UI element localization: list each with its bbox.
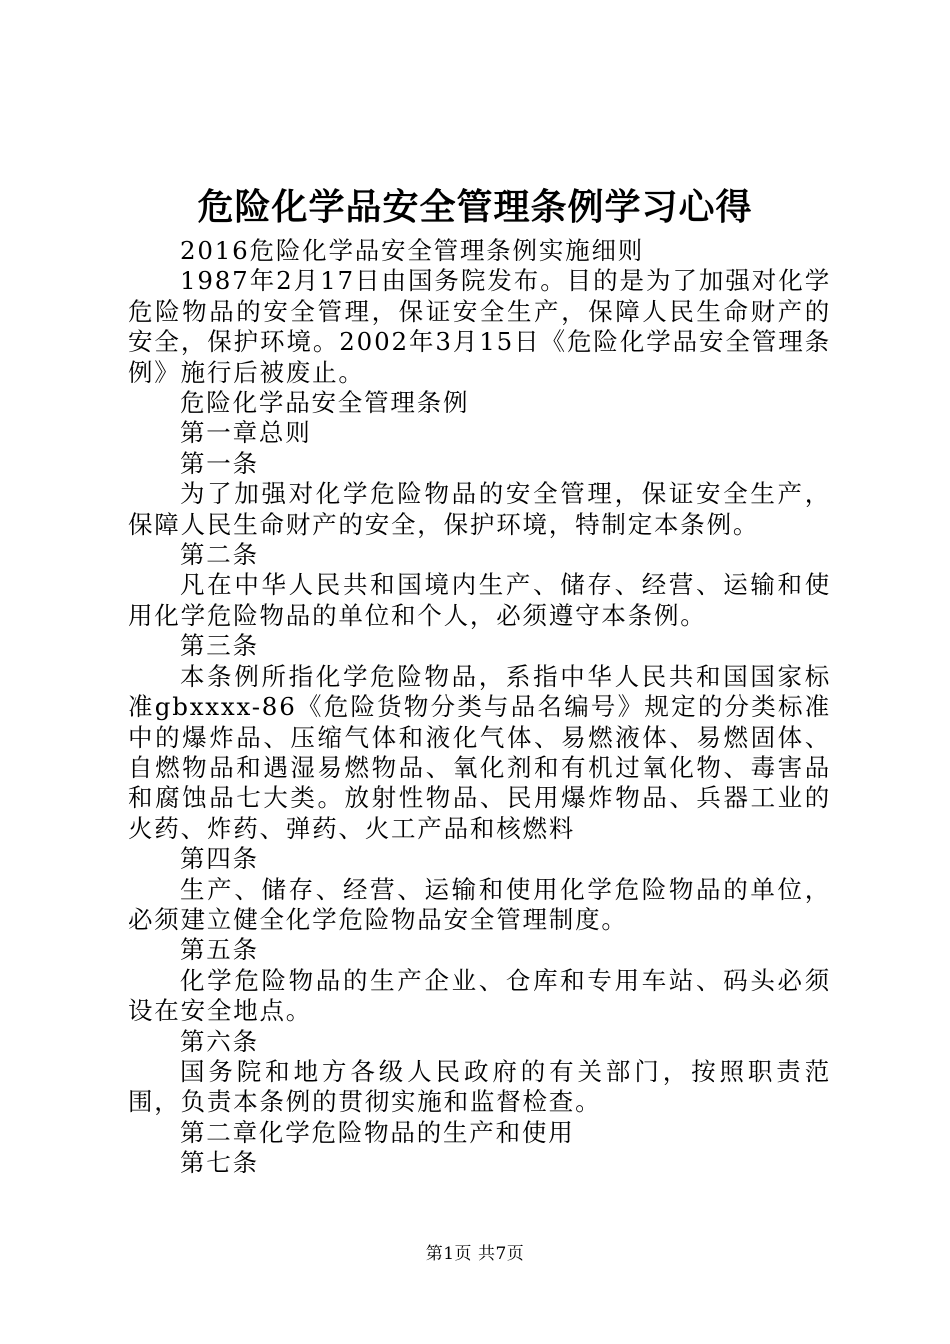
paragraph: 本条例所指化学危险物品，系指中华人民共和国国家标准gbxxxx-86《危险货物分类与品名编号》规定的分类标准中的爆炸品、压缩气体和液化气体、易燃液体、易燃固体、自燃物品和遇湿易燃物品、氧化剂和有机过氧化物、毒害品和腐蚀品七大类。放射性物品、民用爆炸物品、兵器工业的火药、炸药、弹药、火工产品和核燃料 [128,661,831,843]
paragraph: 第一条 [180,448,259,478]
paragraph: 第五条 [180,935,259,965]
paragraph: 国务院和地方各级人民政府的有关部门，按照职责范围，负责本条例的贯彻实施和监督检查。 [128,1056,831,1117]
paragraph: 凡在中华人民共和国境内生产、储存、经营、运输和使用化学危险物品的单位和个人，必须遵守本条例。 [128,570,831,630]
paragraph: 生产、储存、经营、运输和使用化学危险物品的单位，必须建立健全化学危险物品安全管理制度。 [128,874,831,934]
document-body [128,236,831,1179]
paragraph: 第三条 [180,631,259,661]
paragraph: 2016危险化学品安全管理条例实施细则 [180,236,645,265]
paragraph: 危险化学品安全管理条例 [180,388,470,418]
paragraph: 第二章化学危险物品的生产和使用 [180,1117,575,1147]
paragraph: 1987年2月17日由国务院发布。目的是为了加强对化学危险物品的安全管理，保证安全生产，保障人民生命财产的安全，保护环境。2002年3月15日《危险化学品安全管理条例》施行后被废止。 [128,266,831,387]
paragraph: 第二条 [180,540,259,570]
document-title: 危险化学品安全管理条例学习心得 [197,187,753,228]
paragraph: 化学危险物品的生产企业、仓库和专用车站、码头必须设在安全地点。 [128,965,831,1026]
paragraph: 为了加强对化学危险物品的安全管理，保证安全生产，保障人民生命财产的安全，保护环境，特制定本条例。 [128,479,831,539]
paragraph: 第一章总则 [180,418,312,448]
page-footer: 第1页 共7页 [425,1244,525,1264]
paragraph: 第六条 [180,1026,259,1056]
paragraph: 第七条 [180,1148,259,1178]
paragraph: 第四条 [180,844,259,874]
